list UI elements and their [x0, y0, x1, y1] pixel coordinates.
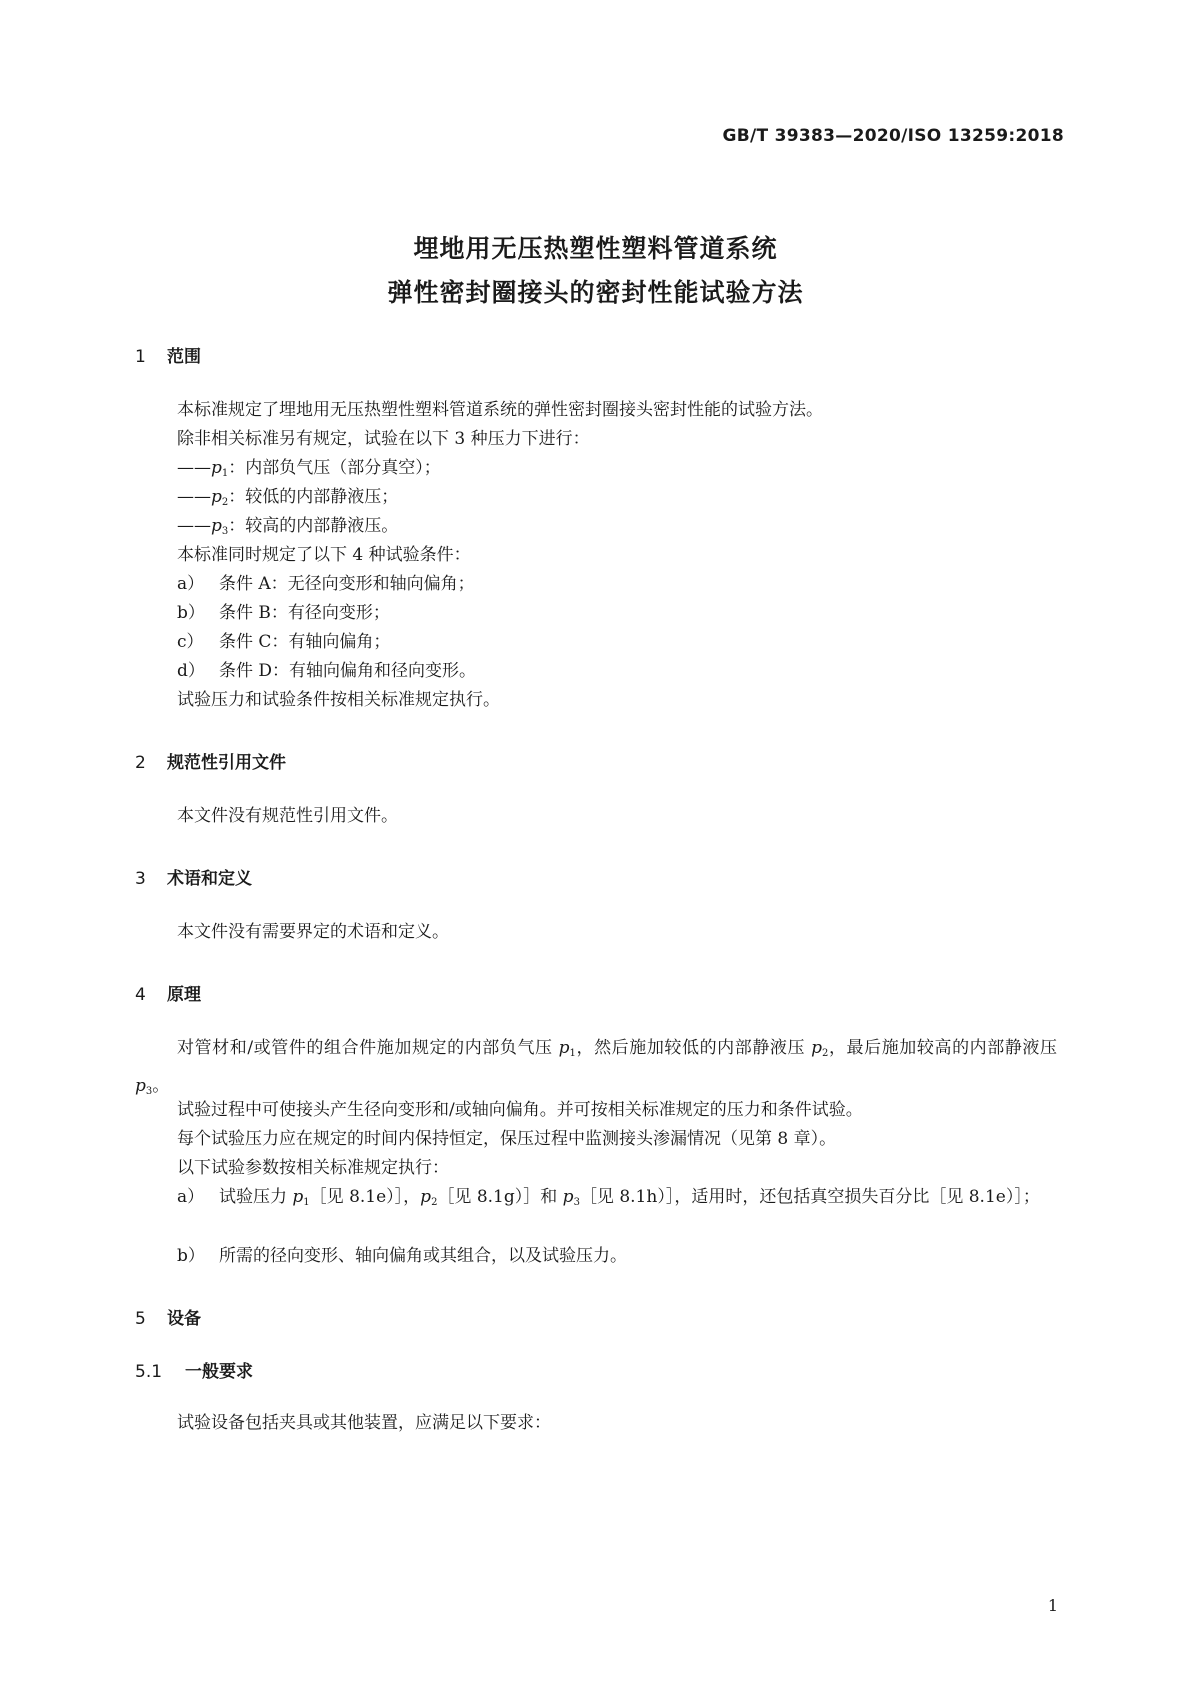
list-label: a）	[177, 1187, 205, 1207]
parameter-item-a	[177, 1182, 1099, 1218]
list-text: 条件 B：有径向变形；	[219, 603, 390, 623]
dash: ——	[177, 458, 211, 478]
text-run: 。	[152, 1076, 170, 1096]
section-title: 范围	[167, 347, 201, 367]
section-number: 3	[135, 869, 146, 889]
pressure-description: ：较高的内部静液压。	[228, 516, 399, 536]
section-4-heading	[135, 980, 201, 1005]
pressure-symbol: p	[420, 1187, 432, 1207]
pressure-symbol: p	[558, 1038, 570, 1058]
list-text: 条件 A：无径向变形和轴向偏角；	[219, 574, 475, 594]
subscript: 3	[221, 526, 229, 537]
principle-paragraph-2: 试验过程中可使接头产生径向变形和/或轴向偏角。并可按相关标准规定的压力和条件试验。	[177, 1100, 863, 1120]
parameter-item-b	[177, 1245, 627, 1267]
section-2-text: 本文件没有规范性引用文件。	[177, 806, 398, 826]
list-label: d）	[177, 661, 205, 681]
text-run: ，然后施加较低的内部静液压	[575, 1038, 812, 1058]
standard-code: GB/T 39383—2020/ISO 13259:2018	[722, 126, 1064, 146]
principle-paragraph-3: 每个试验压力应在规定的时间内保持恒定，保压过程中监测接头渗漏情况（见第 8 章）。	[177, 1129, 837, 1149]
list-label: b）	[177, 603, 205, 623]
pressure-symbol: p	[211, 458, 222, 478]
scope-paragraph-2: 除非相关标准另有规定，试验在以下 3 种压力下进行：	[177, 429, 590, 449]
subscript: 2	[822, 1048, 829, 1059]
condition-c	[177, 631, 390, 653]
subscript: 1	[569, 1048, 576, 1059]
section-3-text: 本文件没有需要界定的术语和定义。	[177, 922, 449, 942]
document-title-line1: 埋地用无压热塑性塑料管道系统	[413, 234, 778, 263]
pressure-symbol: p	[211, 516, 222, 536]
conditions-intro: 本标准同时规定了以下 4 种试验条件：	[177, 545, 471, 565]
page-number: 1	[1047, 1596, 1058, 1615]
pressure-symbol: p	[135, 1076, 146, 1096]
dash: ——	[177, 487, 211, 507]
text-run: 试验压力	[219, 1187, 293, 1207]
section-number: 5.1	[135, 1362, 163, 1382]
section-5-1-heading	[135, 1357, 253, 1382]
section-number: 2	[135, 753, 146, 773]
pressure-symbol: p	[811, 1038, 822, 1058]
section-title: 设备	[167, 1309, 201, 1329]
text-run: ，最后施加较高的内部静液压	[828, 1038, 1058, 1058]
text-run: ［见 8.1h）］，适用时，还包括真空损失百分比［见 8.1e）］；	[579, 1187, 1040, 1207]
list-label: c）	[177, 632, 204, 652]
list-label: b）	[177, 1246, 205, 1266]
condition-d	[177, 660, 476, 682]
pressure-symbol: p	[292, 1187, 304, 1207]
section-title: 一般要求	[185, 1362, 253, 1382]
section-5-1-text: 试验设备包括夹具或其他装置，应满足以下要求：	[177, 1413, 551, 1433]
list-label: a）	[177, 574, 205, 594]
list-text: 条件 C：有轴向偏角；	[219, 632, 391, 652]
subscript: 3	[573, 1197, 580, 1208]
pressure-symbol: p	[211, 487, 222, 507]
subscript: 2	[431, 1197, 438, 1208]
pressure-symbol: p	[562, 1187, 574, 1207]
condition-a	[177, 573, 475, 595]
pressure-item-p3	[177, 515, 398, 543]
list-text: 条件 D：有轴向偏角和径向变形。	[219, 661, 477, 681]
section-3-heading	[135, 864, 252, 889]
section-number: 4	[135, 985, 146, 1005]
dash: ——	[177, 516, 211, 536]
subscript: 1	[221, 468, 229, 479]
pressure-description: ：较低的内部静液压；	[228, 487, 399, 507]
text-run: ［见 8.1e）］，	[309, 1187, 421, 1207]
text-run: 对管材和/或管件的组合件施加规定的内部负气压	[177, 1038, 559, 1058]
section-1-heading	[135, 342, 201, 367]
scope-closing: 试验压力和试验条件按相关标准规定执行。	[177, 690, 500, 710]
scope-paragraph-1: 本标准规定了埋地用无压热塑性塑料管道系统的弹性密封圈接头密封性能的试验方法。	[177, 400, 823, 420]
subscript: 1	[303, 1197, 310, 1208]
section-title: 规范性引用文件	[167, 753, 286, 773]
section-number: 1	[135, 347, 146, 367]
subscript: 2	[221, 497, 229, 508]
condition-b	[177, 602, 390, 624]
section-2-heading	[135, 748, 286, 773]
section-title: 原理	[167, 985, 201, 1005]
pressure-item-p2	[177, 486, 398, 514]
section-title: 术语和定义	[167, 869, 252, 889]
document-title-line2: 弹性密封圈接头的密封性能试验方法	[387, 278, 804, 307]
pressure-item-p1	[177, 457, 441, 485]
list-text: 所需的径向变形、轴向偏角或其组合，以及试验压力。	[219, 1246, 627, 1266]
principle-paragraph-4: 以下试验参数按相关标准规定执行：	[177, 1158, 449, 1178]
text-run: ［见 8.1g）］和	[437, 1187, 563, 1207]
pressure-description: ：内部负气压（部分真空）；	[228, 458, 441, 478]
section-number: 5	[135, 1309, 146, 1329]
principle-paragraph-1	[135, 1032, 1057, 1108]
section-5-heading	[135, 1304, 201, 1329]
subscript: 3	[145, 1086, 153, 1097]
